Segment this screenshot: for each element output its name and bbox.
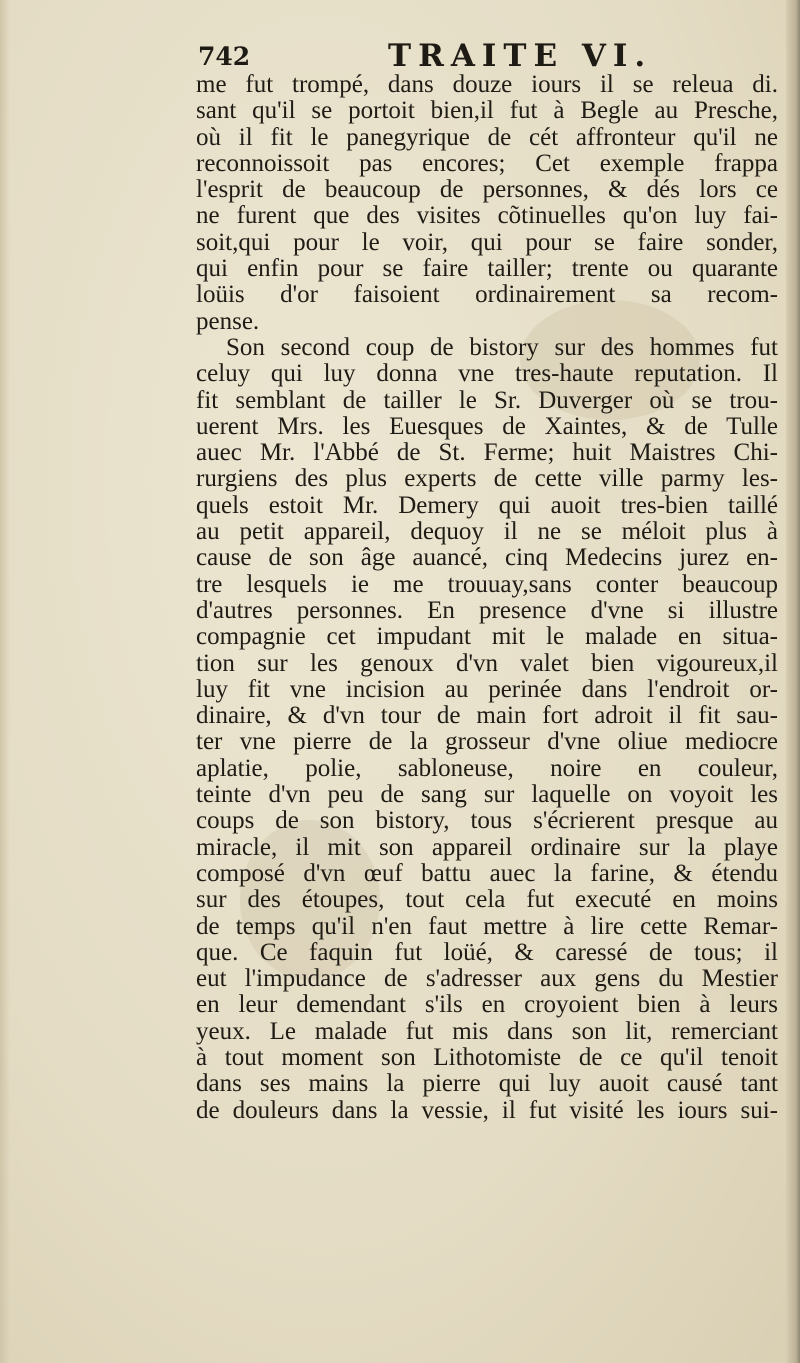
text-line: dinaire, & d'vn tour de main fort adroit il fit sau- — [196, 703, 778, 730]
text-line: de douleurs dans la vessie, il fut visité les iours sui- — [196, 1097, 778, 1124]
text-line: où il fit le panegyrique de cét affronteur qu'il ne — [196, 124, 778, 151]
text-line: composé d'vn œuf battu auec la farine, & étendu — [196, 860, 778, 887]
text-line: soit,qui pour le voir, qui pour se faire sonder, — [196, 229, 778, 256]
text-line: pense. — [196, 308, 260, 335]
text-line: yeux. Le malade fut mis dans son lit, remerciant — [196, 1018, 778, 1045]
text-line: ter vne pierre de la grosseur d'vne oliue mediocre — [196, 729, 778, 756]
text-line: teinte d'vn peu de sang sur laquelle on voyoit les — [196, 782, 778, 809]
text-line: eut l'impudance de s'adresser aux gens du Mestier — [196, 966, 778, 993]
text-line: de temps qu'il n'en faut mettre à lire cette Remar- — [196, 913, 778, 940]
page-number: 742 — [198, 42, 251, 71]
text-line: tre lesquels ie me trouuay,sans conter beaucoup — [196, 571, 778, 598]
text-line: à tout moment son Lithotomiste de ce qu'il tenoit — [196, 1044, 778, 1071]
text-line: aplatie, polie, sabloneuse, noire en couleur, — [196, 755, 778, 782]
text-line: miracle, il mit son appareil ordinaire sur la playe — [196, 834, 778, 861]
text-line: luy fit vne incision au perinée dans l'endroit or- — [196, 676, 778, 703]
page-left-edge — [0, 0, 10, 1363]
text-line: Son second coup de bistory sur des hommes fut — [226, 334, 778, 361]
text-line: ne furent que des visites cõtinuelles qu'on luy fai- — [196, 203, 778, 230]
text-line: coups de son bistory, tous s'écrierent presque au — [196, 808, 778, 835]
text-line: d'autres personnes. En presence d'vne si illustre — [196, 597, 778, 624]
text-line: l'esprit de beaucoup de personnes, & dés lors ce — [196, 177, 778, 204]
text-line: quels estoit Mr. Demery qui auoit tres-bien taillé — [196, 492, 778, 519]
text-line: que. Ce faquin fut loüé, & caressé de tous; il — [196, 939, 778, 966]
text-line: au petit appareil, dequoy il ne se méloit plus à — [196, 519, 778, 546]
text-line: uerent Mrs. les Euesques de Xaintes, & de Tulle — [196, 413, 778, 440]
text-line: tion sur les genoux d'vn valet bien vigoureux,il — [196, 650, 778, 677]
page-right-edge — [786, 0, 800, 1363]
text-line: loüis d'or faisoient ordinairement sa recom- — [196, 282, 778, 309]
text-line: fit semblant de tailler le Sr. Duverger où se trou- — [196, 387, 778, 414]
text-line: me fut trompé, dans douze iours il se releua di. — [196, 72, 778, 98]
text-line: sant qu'il se portoit bien,il fut à Begle au Presche, — [196, 98, 778, 125]
text-line: auec Mr. l'Abbé de St. Ferme; huit Maistres Chi- — [196, 440, 778, 467]
text-line: compagnie cet impudant mit le malade en situa- — [196, 624, 778, 651]
body-text — [196, 72, 778, 1124]
text-line: en leur demendant s'ils en croyoient bien à leurs — [196, 992, 778, 1019]
running-head — [198, 38, 778, 74]
text-line: qui enfin pour se faire tailler; trente ou quarante — [196, 256, 778, 283]
text-line: rurgiens des plus experts de cette ville parmy les- — [196, 466, 778, 493]
text-line: dans ses mains la pierre qui luy auoit causé tant — [196, 1071, 778, 1098]
running-title: TRAITE VI. — [388, 38, 653, 74]
text-line: cause de son âge auancé, cinq Medecins jurez en- — [196, 545, 778, 572]
text-line: celuy qui luy donna vne tres-haute reputation. Il — [196, 361, 778, 388]
text-line: sur des étoupes, tout cela fut executé en moins — [196, 887, 778, 914]
text-line: reconnoissoit pas encores; Cet exemple frappa — [196, 150, 778, 177]
